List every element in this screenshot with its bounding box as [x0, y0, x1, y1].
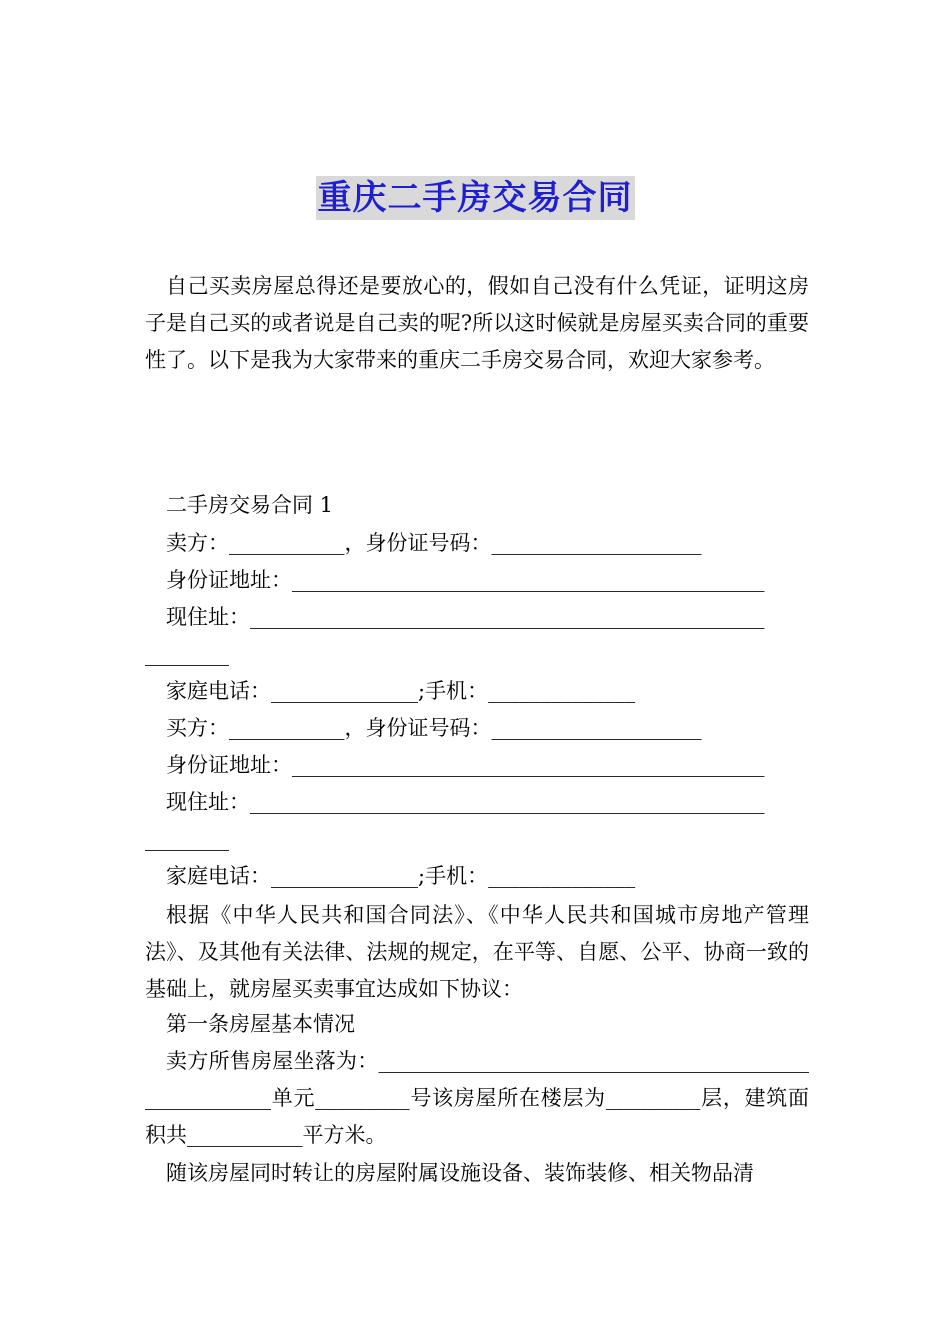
seller-phone-line: 家庭电话：______________;手机：______________ [166, 679, 636, 703]
document-title: 重庆二手房交易合同 [317, 178, 633, 218]
title-wrap [0, 176, 950, 220]
location-paragraph: 卖方所售房屋坐落为：_____________________________________________________单元_________号该房屋所在楼层为_________层，建筑面积共___________平方米。 [145, 1049, 809, 1147]
buyer-current-address-line: 现住址：_________________________________________________ [166, 790, 765, 814]
seller-current-address-line: 现住址：_________________________________________________ [166, 605, 765, 629]
buyer-address-continuation: ________ [145, 827, 229, 851]
seller-line: 卖方：___________，身份证号码：____________________ [166, 531, 702, 555]
intro-paragraph: 自己买卖房屋总得还是要放心的，假如自己没有什么凭证，证明这房子是自己买的或者说是自己卖的呢?所以这时候就是房屋买卖合同的重要性了。以下是我为大家带来的重庆二手房交易合同，欢迎大家参考。 [145, 274, 809, 372]
attachments-line: 随该房屋同时转让的房屋附属设施设备、装饰装修、相关物品清 [166, 1161, 754, 1185]
seller-id-address-line: 身份证地址：_____________________________________________ [166, 568, 765, 592]
buyer-line: 买方：___________，身份证号码：____________________ [166, 716, 702, 740]
buyer-phone-line: 家庭电话：______________;手机：______________ [166, 864, 636, 888]
article-1-title: 第一条房屋基本情况 [166, 1012, 355, 1036]
seller-address-continuation: ________ [145, 642, 229, 666]
buyer-id-address-line: 身份证地址：_____________________________________________ [166, 753, 765, 777]
contract-heading: 二手房交易合同 1 [166, 493, 334, 517]
law-paragraph: 根据《中华人民共和国合同法》、《中华人民共和国城市房地产管理法》、及其他有关法律、法规的规定，在平等、自愿、公平、协商一致的基础上，就房屋买卖事宜达成如下协议： [145, 903, 809, 1001]
